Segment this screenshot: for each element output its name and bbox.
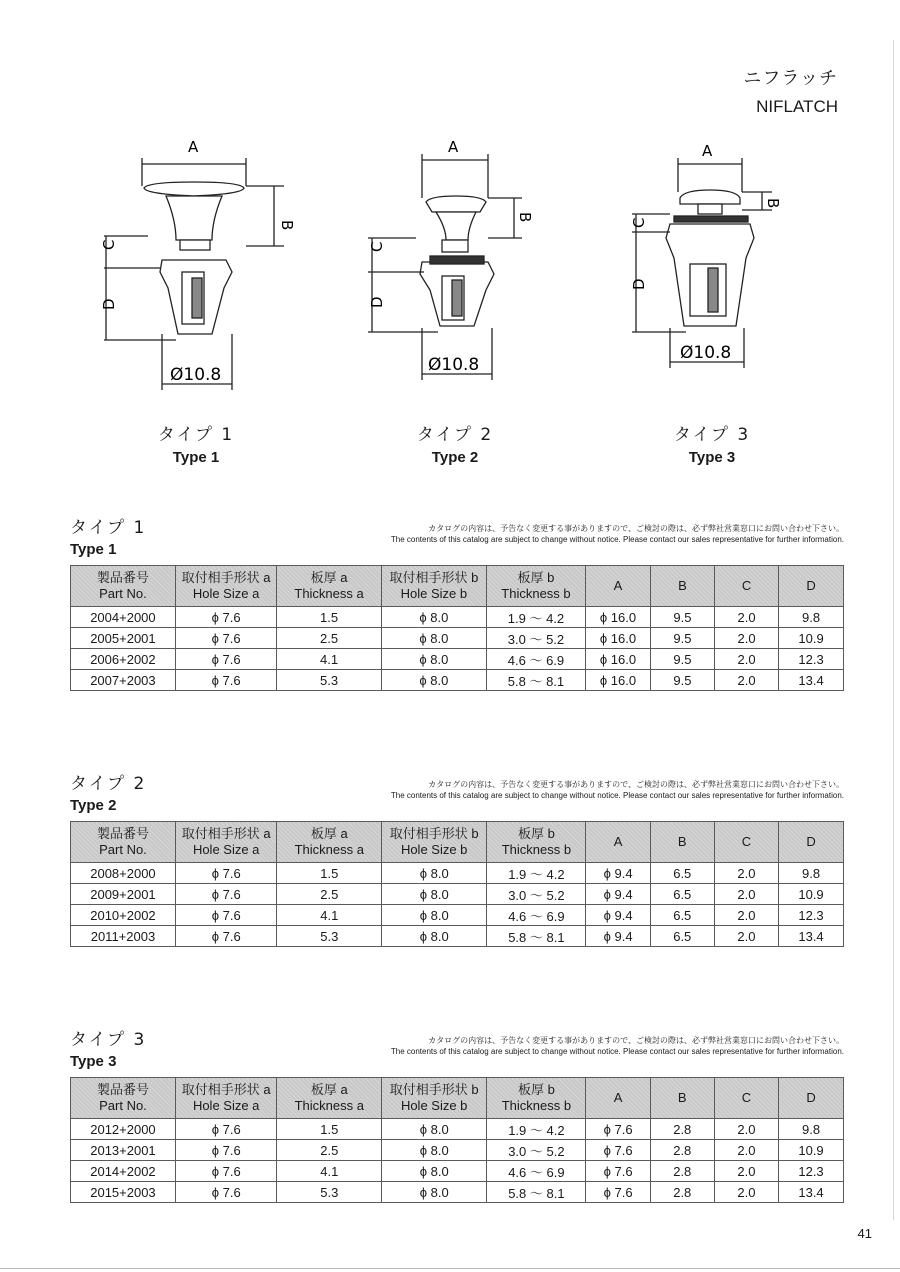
latch-type-1-drawing bbox=[96, 128, 336, 398]
spec-table-type-1 bbox=[70, 565, 844, 691]
table-row: 2015+2003 ϕ 7.6 5.3 ϕ 8.0 5.8 ～ 8.1 ϕ 7.6 2.8 2.0 13.4 bbox=[71, 1182, 844, 1203]
caption-en: Type 2 bbox=[431, 449, 479, 466]
caption-type-2 bbox=[355, 420, 555, 466]
table-row: 2008+2000 ϕ 7.6 1.5 ϕ 8.0 1.9 ～ 4.2 ϕ 9.4 6.5 2.0 9.8 bbox=[71, 863, 844, 884]
col-a: A bbox=[586, 566, 651, 607]
caption-type-1 bbox=[96, 420, 296, 466]
caption-type-3 bbox=[612, 420, 812, 466]
table-row: 2005+2001 ϕ 7.6 2.5 ϕ 8.0 3.0 ～ 5.2 ϕ 16.0 9.5 2.0 10.9 bbox=[71, 628, 844, 649]
notice-ja: カタログの内容は、予告なく変更する事がありますので、ご検討の際は、必ず弊社営業窓口にお問い合わせ下さい。 bbox=[428, 524, 844, 533]
caption-en: Type 1 bbox=[172, 449, 220, 466]
col-thickness-a: 板厚 a Thickness a bbox=[277, 566, 382, 607]
col-c: C bbox=[714, 822, 778, 863]
dimension-b-label: B bbox=[278, 220, 296, 231]
header-title-en: NIFLATCH bbox=[756, 97, 838, 116]
table-row: 2014+2002 ϕ 7.6 4.1 ϕ 8.0 4.6 ～ 6.9 ϕ 7.6 2.8 2.0 12.3 bbox=[71, 1161, 844, 1182]
dimension-d-label: D bbox=[100, 298, 118, 310]
col-d: D bbox=[779, 822, 844, 863]
col-b: B bbox=[650, 822, 714, 863]
diagram-type-2 bbox=[356, 128, 596, 398]
dimension-a-label: A bbox=[702, 142, 713, 160]
section-type-3 bbox=[70, 1025, 844, 1201]
col-hole-size-a: 取付相手形状 a Hole Size a bbox=[175, 566, 276, 607]
col-b: B bbox=[650, 1078, 714, 1119]
notice-en: The contents of this catalog are subject to change without notice. Please contact our sales representative for further information. bbox=[390, 1047, 844, 1056]
diameter-label: Ø10.8 bbox=[170, 365, 222, 385]
section-type-1 bbox=[70, 513, 844, 689]
col-c: C bbox=[715, 566, 779, 607]
dimension-d-label: D bbox=[368, 296, 386, 308]
header-title-ja: ニフラッチ bbox=[743, 68, 838, 89]
table-row: 2009+2001 ϕ 7.6 2.5 ϕ 8.0 3.0 ～ 5.2 ϕ 9.4 6.5 2.0 10.9 bbox=[71, 884, 844, 905]
dimension-c-label: C bbox=[100, 239, 118, 250]
col-a: A bbox=[586, 822, 650, 863]
col-c: C bbox=[714, 1078, 778, 1119]
notice-en: The contents of this catalog are subject to change without notice. Please contact our sales representative for further information. bbox=[390, 535, 844, 544]
page-number: 41 bbox=[857, 1226, 872, 1241]
dimension-a-label: A bbox=[448, 138, 459, 156]
section-title-ja: タイプ 1 bbox=[70, 518, 147, 538]
diameter-label: Ø10.8 bbox=[680, 343, 732, 363]
section-title-en: Type 1 bbox=[70, 541, 117, 558]
dimension-c-label: C bbox=[368, 241, 386, 252]
col-a: A bbox=[586, 1078, 650, 1119]
footer-rule bbox=[0, 1268, 900, 1269]
page-edge-rule bbox=[893, 40, 894, 1220]
dimension-b-label: B bbox=[764, 198, 782, 209]
col-thickness-a: 板厚 a Thickness a bbox=[277, 822, 382, 863]
col-thickness-b: 板厚 b Thickness b bbox=[487, 1078, 586, 1119]
col-hole-size-b: 取付相手形状 b Hole Size b bbox=[382, 822, 487, 863]
dimension-b-label: B bbox=[516, 212, 534, 223]
catalog-notice bbox=[391, 779, 844, 801]
table-row: 2010+2002 ϕ 7.6 4.1 ϕ 8.0 4.6 ～ 6.9 ϕ 9.4 6.5 2.0 12.3 bbox=[71, 905, 844, 926]
dimension-a-label: A bbox=[188, 138, 199, 156]
table-row: 2006+2002 ϕ 7.6 4.1 ϕ 8.0 4.6 ～ 6.9 ϕ 16.0 9.5 2.0 12.3 bbox=[71, 649, 844, 670]
col-part-no: 製品番号 Part No. bbox=[71, 566, 176, 607]
notice-en: The contents of this catalog are subject to change without notice. Please contact our sales representative for further information. bbox=[390, 791, 844, 800]
col-d: D bbox=[779, 566, 844, 607]
caption-ja: タイプ 2 bbox=[416, 425, 494, 445]
diagram-type-3 bbox=[612, 128, 852, 398]
caption-ja: タイプ 3 bbox=[673, 425, 751, 445]
table-row: 2004+2000 ϕ 7.6 1.5 ϕ 8.0 1.9 ～ 4.2 ϕ 16.0 9.5 2.0 9.8 bbox=[71, 607, 844, 628]
section-type-2 bbox=[70, 769, 844, 945]
col-thickness-b: 板厚 b Thickness b bbox=[486, 566, 585, 607]
caption-en: Type 3 bbox=[688, 449, 736, 466]
dimension-c-label: C bbox=[630, 217, 648, 228]
section-title-en: Type 3 bbox=[70, 1053, 117, 1070]
dimension-d-label: D bbox=[630, 278, 648, 290]
col-hole-size-a: 取付相手形状 a Hole Size a bbox=[175, 822, 277, 863]
col-b: B bbox=[650, 566, 714, 607]
table-row: 2011+2003 ϕ 7.6 5.3 ϕ 8.0 5.8 ～ 8.1 ϕ 9.4 6.5 2.0 13.4 bbox=[71, 926, 844, 947]
diagram-type-1 bbox=[96, 128, 336, 398]
col-thickness-b: 板厚 b Thickness b bbox=[487, 822, 586, 863]
latch-type-3-drawing bbox=[612, 128, 852, 398]
latch-type-2-drawing bbox=[356, 128, 596, 398]
col-thickness-a: 板厚 a Thickness a bbox=[277, 1078, 382, 1119]
section-title-ja: タイプ 3 bbox=[70, 1030, 147, 1050]
catalog-notice bbox=[391, 523, 844, 545]
spec-table-type-3 bbox=[70, 1077, 844, 1203]
catalog-notice bbox=[391, 1035, 844, 1057]
section-title-en: Type 2 bbox=[70, 797, 117, 814]
notice-ja: カタログの内容は、予告なく変更する事がありますので、ご検討の際は、必ず弊社営業窓口にお問い合わせ下さい。 bbox=[428, 780, 844, 789]
table-row: 2013+2001 ϕ 7.6 2.5 ϕ 8.0 3.0 ～ 5.2 ϕ 7.6 2.8 2.0 10.9 bbox=[71, 1140, 844, 1161]
col-hole-size-b: 取付相手形状 b Hole Size b bbox=[381, 566, 486, 607]
col-d: D bbox=[779, 1078, 844, 1119]
section-title-ja: タイプ 2 bbox=[70, 774, 147, 794]
col-hole-size-a: 取付相手形状 a Hole Size a bbox=[175, 1078, 277, 1119]
diameter-label: Ø10.8 bbox=[428, 355, 480, 375]
caption-ja: タイプ 1 bbox=[157, 425, 235, 445]
spec-table-type-2 bbox=[70, 821, 844, 947]
notice-ja: カタログの内容は、予告なく変更する事がありますので、ご検討の際は、必ず弊社営業窓口にお問い合わせ下さい。 bbox=[428, 1036, 844, 1045]
col-part-no: 製品番号 Part No. bbox=[71, 822, 176, 863]
col-hole-size-b: 取付相手形状 b Hole Size b bbox=[382, 1078, 487, 1119]
table-row: 2012+2000 ϕ 7.6 1.5 ϕ 8.0 1.9 ～ 4.2 ϕ 7.6 2.8 2.0 9.8 bbox=[71, 1119, 844, 1140]
col-part-no: 製品番号 Part No. bbox=[71, 1078, 176, 1119]
table-row: 2007+2003 ϕ 7.6 5.3 ϕ 8.0 5.8 ～ 8.1 ϕ 16.0 9.5 2.0 13.4 bbox=[71, 670, 844, 691]
